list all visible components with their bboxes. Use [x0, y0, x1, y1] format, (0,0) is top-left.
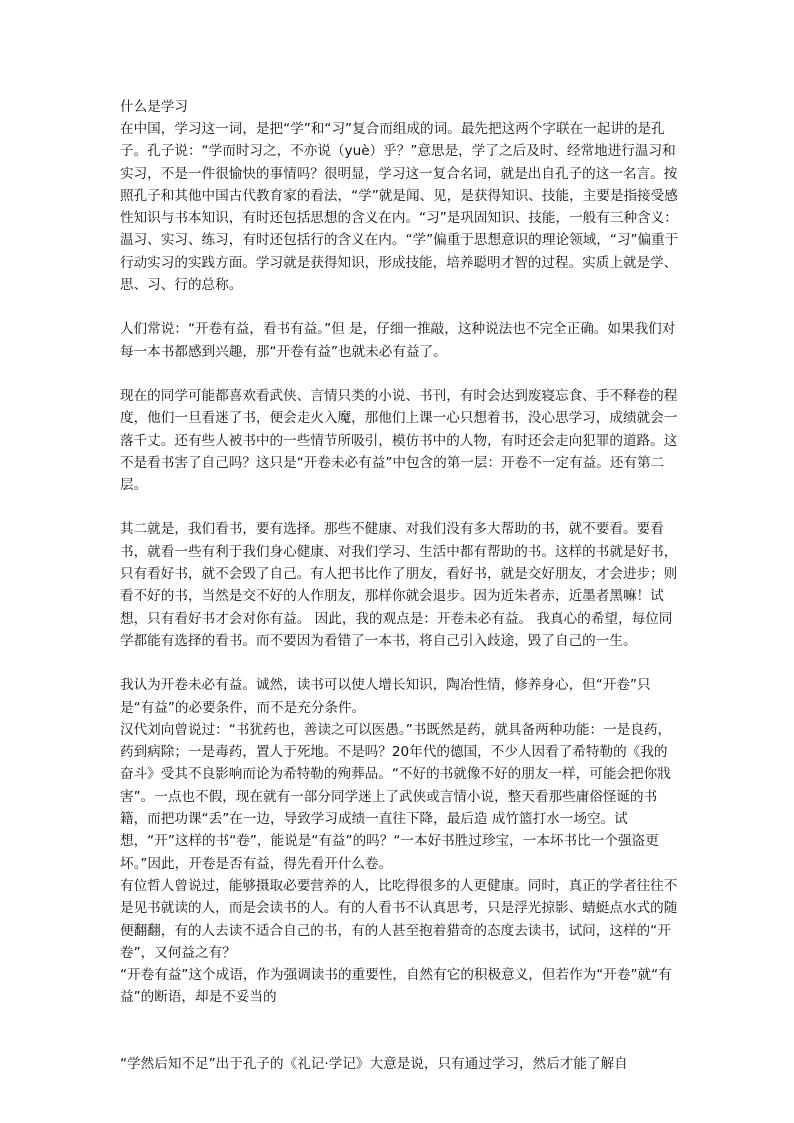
paragraph-first-layer: 现在的同学可能都喜欢看武侠、言情只类的小说、书刊，有时会达到废寝忘食、手不释卷的程度，他们一旦看迷了书，便会走火入魔，那他们上课一心只想着书，没心思学习，成绩就会一落千丈。还有些人被书中的一些情节所吸引，模仿书中的人物，有时还会走向犯罪的道路。这不是看书害了自己吗？这只是“开卷未必有益”中包含的第一层：开卷不一定有益。还有第二层。 — [120, 387, 678, 494]
paragraph-gap — [120, 363, 680, 385]
paragraph-opinion: 我认为开卷未必有益。诚然，读书可以使人增长知识，陶冶性情，修养身心，但“开卷”只是“有益”的必要条件，而不是充分条件。 — [120, 677, 651, 716]
document-title: 什么是学习 — [120, 99, 188, 115]
paragraph-learning-reveals-shortcomings: “学然后知不足”出于孔子的《礼记·学记》大意是说，只有通过学习，然后才能了解自 — [120, 1055, 628, 1072]
paragraph-gap — [120, 652, 680, 674]
paragraph-open-book-saying: 人们常说：“开卷有益，看书有益。”但 是，仔细一推敲，这种说法也不完全正确。如果我们对每一本书都感到兴趣，那“开卷有益”也就未必有益了。 — [120, 321, 676, 360]
paragraph-gap — [120, 1009, 680, 1053]
paragraph-gap — [120, 296, 680, 318]
paragraph-philosopher-quote: 有位哲人曾说过，能够摄取必要营养的人，比吃得很多的人更健康。同时，真正的学者往往不是见书就读的人，而是会读书的人。有的人看书不认真思考，只是浮光掠影、蜻蜓点水式的随便翻翻，有的人去读不适合自己的书，有的人甚至抱着猎奇的态度去读书，试问，这样的“开卷”，又何益之有？ — [120, 877, 678, 961]
paragraph-second-layer: 其二就是，我们看书，要有选择。那些不健康、对我们没有多大帮助的书，就不要看。要看书，就看一些有利于我们身心健康、对我们学习、生活中都有帮助的书。这样的书就是好书，只有看好书，就不会毁了自己。有人把书比作了朋友，看好书，就是交好朋友，才会进步；则看不好的书，当然是交不好的人作朋友，那样你就会退步。因为近朱者赤，近墨者黑嘛！试想，只有看好书才会对你有益。 因此，我的观点是：开卷未必有益。 我真心的希望，每位同学都能有选择的看书。而不要因为看错了一本书，将自己引入歧途，毁了自己的一生。 — [120, 521, 678, 649]
paragraph-definition-of-learning: 在中国，学习这一词，是把“学”和“习”复合而组成的词。最先把这两个字联在一起讲的是孔子。孔子说：“学而时习之，不亦说（yuè）乎？”意思是，学了之后及时、经常地进行温习和实习，不是一件很愉快的事情吗？很明显，学习这一复合名词，就是出自孔子的这一名言。按照孔子和其他中国古代教育家的看法，“学”就是闻、见，是获得知识、技能，主要是指接受感性知识与书本知识，有时还包括思想的含义在内。“习”是巩固知识、技能，一般有三种含义：温习、实习、练习，有时还包括行的含义在内。“学”偏重于思想意识的理论领域，“习”偏重于行动实习的实践方面。学习就是获得知识，形成技能，培养聪明才智的过程。实质上就是学、思、习、行的总称。 — [120, 121, 679, 294]
document-page — [120, 96, 680, 1075]
paragraph-idiom-conclusion: “开卷有益”这个成语，作为强调读书的重要性，自然有它的积极意义，但若作为“开卷”就“有益”的断语，却是不妥当的 — [120, 967, 672, 1006]
paragraph-liu-xiang-quote: 汉代刘向曾说过：“书犹药也，善读之可以医愚。”书既然是药，就具备两种功能：一是良药，药到病除；一是毒药，置人于死地。不是吗？20年代的德国，不少人因看了希特勒的《我的奋斗》受其不良影响而论为希特勒的殉葬品。“不好的书就像不好的朋友一样，可能会把你戕害”。一点也不假，现在就有一部分同学迷上了武侠或言情小说，整天看那些庸俗怪诞的书籍，而把功课“丢”在一边，导致学习成绩一直往下降，最后造 成竹篮打水一场空。试想，“开”这样的书“卷”，能说是“有益”的吗？“一本好书胜过珍宝，一本坏书比一个强盗更坏。”因此，开卷是否有益，得先看开什么卷。 — [120, 721, 672, 872]
paragraph-gap — [120, 496, 680, 518]
